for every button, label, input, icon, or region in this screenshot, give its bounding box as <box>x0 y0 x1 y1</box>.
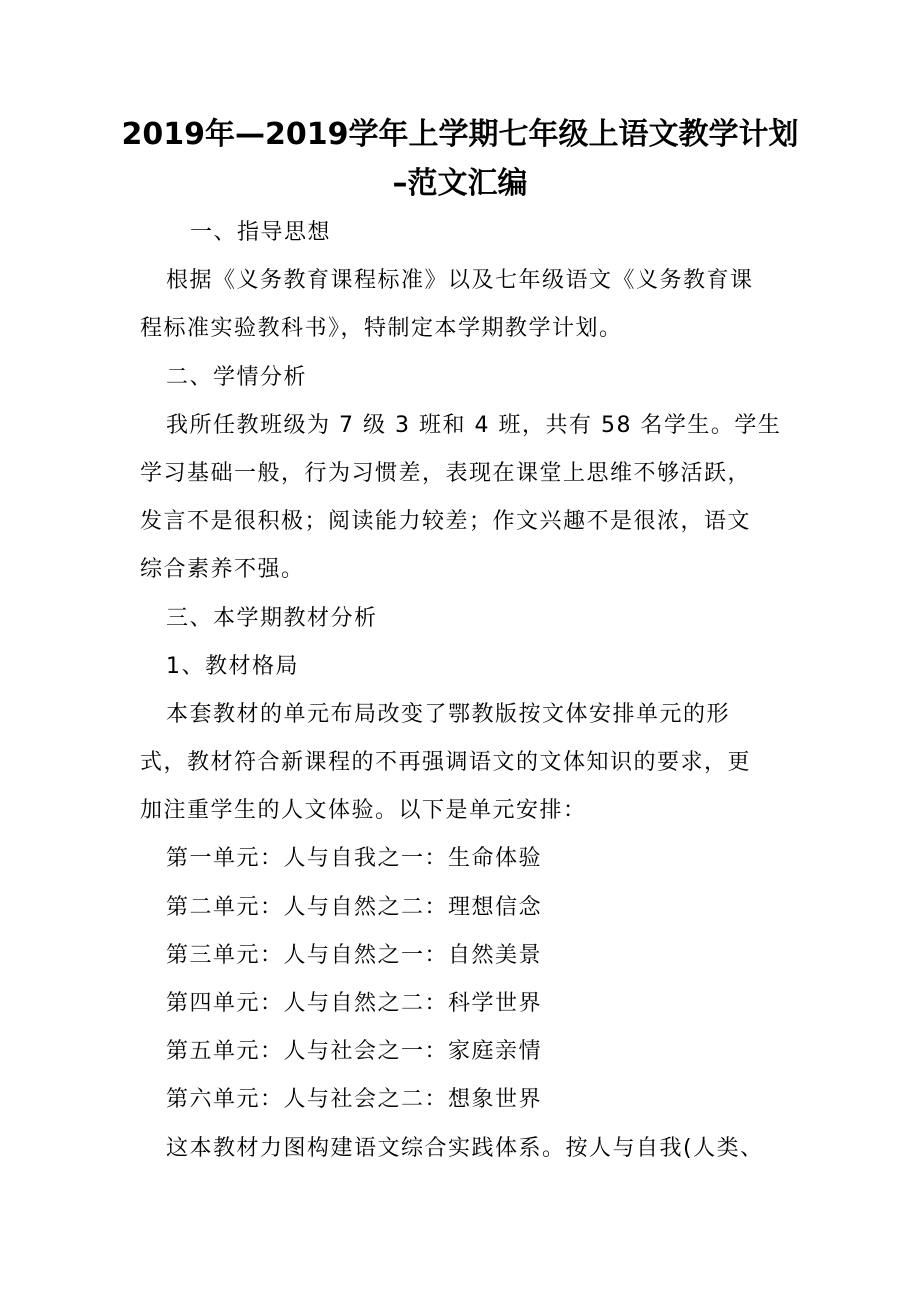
paragraph-line: 发言不是很积极；阅读能力较差；作文兴趣不是很浓，语文 <box>140 509 752 535</box>
paragraph-line: 式，教材符合新课程的不再强调语文的文体知识的要求，更 <box>140 750 752 776</box>
paragraph-line: 这本教材力图构建语文综合实践体系。按人与自我(人类、 <box>166 1135 764 1161</box>
document-body <box>140 209 800 1173</box>
paragraph-line: 第三单元：人与自然之一：自然美景 <box>166 942 543 968</box>
paragraph-line: 根据《义务教育课程标准》以及七年级语文《义务教育课 <box>166 268 754 294</box>
document-title: 2019年—2019学年上学期七年级上语文教学计划 <box>121 117 799 152</box>
paragraph-line: 二、学情分析 <box>166 364 308 390</box>
paragraph-line: 1、教材格局 <box>166 653 299 679</box>
paragraph-line: 三、本学期教材分析 <box>166 605 378 631</box>
paragraph-line: 第五单元：人与社会之一：家庭亲情 <box>166 1039 543 1065</box>
paragraph-line: 一、指导思想 <box>190 220 332 245</box>
paragraph-line: 综合素养不强。 <box>140 557 305 583</box>
paragraph-line: 加注重学生的人文体验。以下是单元安排： <box>140 798 587 824</box>
paragraph-line: 第六单元：人与社会之二：想象世界 <box>166 1087 543 1113</box>
paragraph-line: 我所任教班级为 7 级 3 班和 4 班，共有 58 名学生。学生 <box>166 412 782 438</box>
paragraph-line: 第四单元：人与自然之二：科学世界 <box>166 991 543 1016</box>
paragraph-line: 第二单元：人与自然之二：理想信念 <box>166 894 543 920</box>
paragraph-line: 第一单元：人与自我之一：生命体验 <box>166 846 543 872</box>
paragraph-line: 学习基础一般，行为习惯差，表现在课堂上思维不够活跃， <box>140 460 752 486</box>
paragraph-line: 本套教材的单元布局改变了鄂教版按文体安排单元的形 <box>166 701 731 727</box>
document-subtitle: –范文汇编 <box>392 166 528 201</box>
paragraph-line: 程标准实验教科书》，特制定本学期教学计划。 <box>140 316 623 342</box>
